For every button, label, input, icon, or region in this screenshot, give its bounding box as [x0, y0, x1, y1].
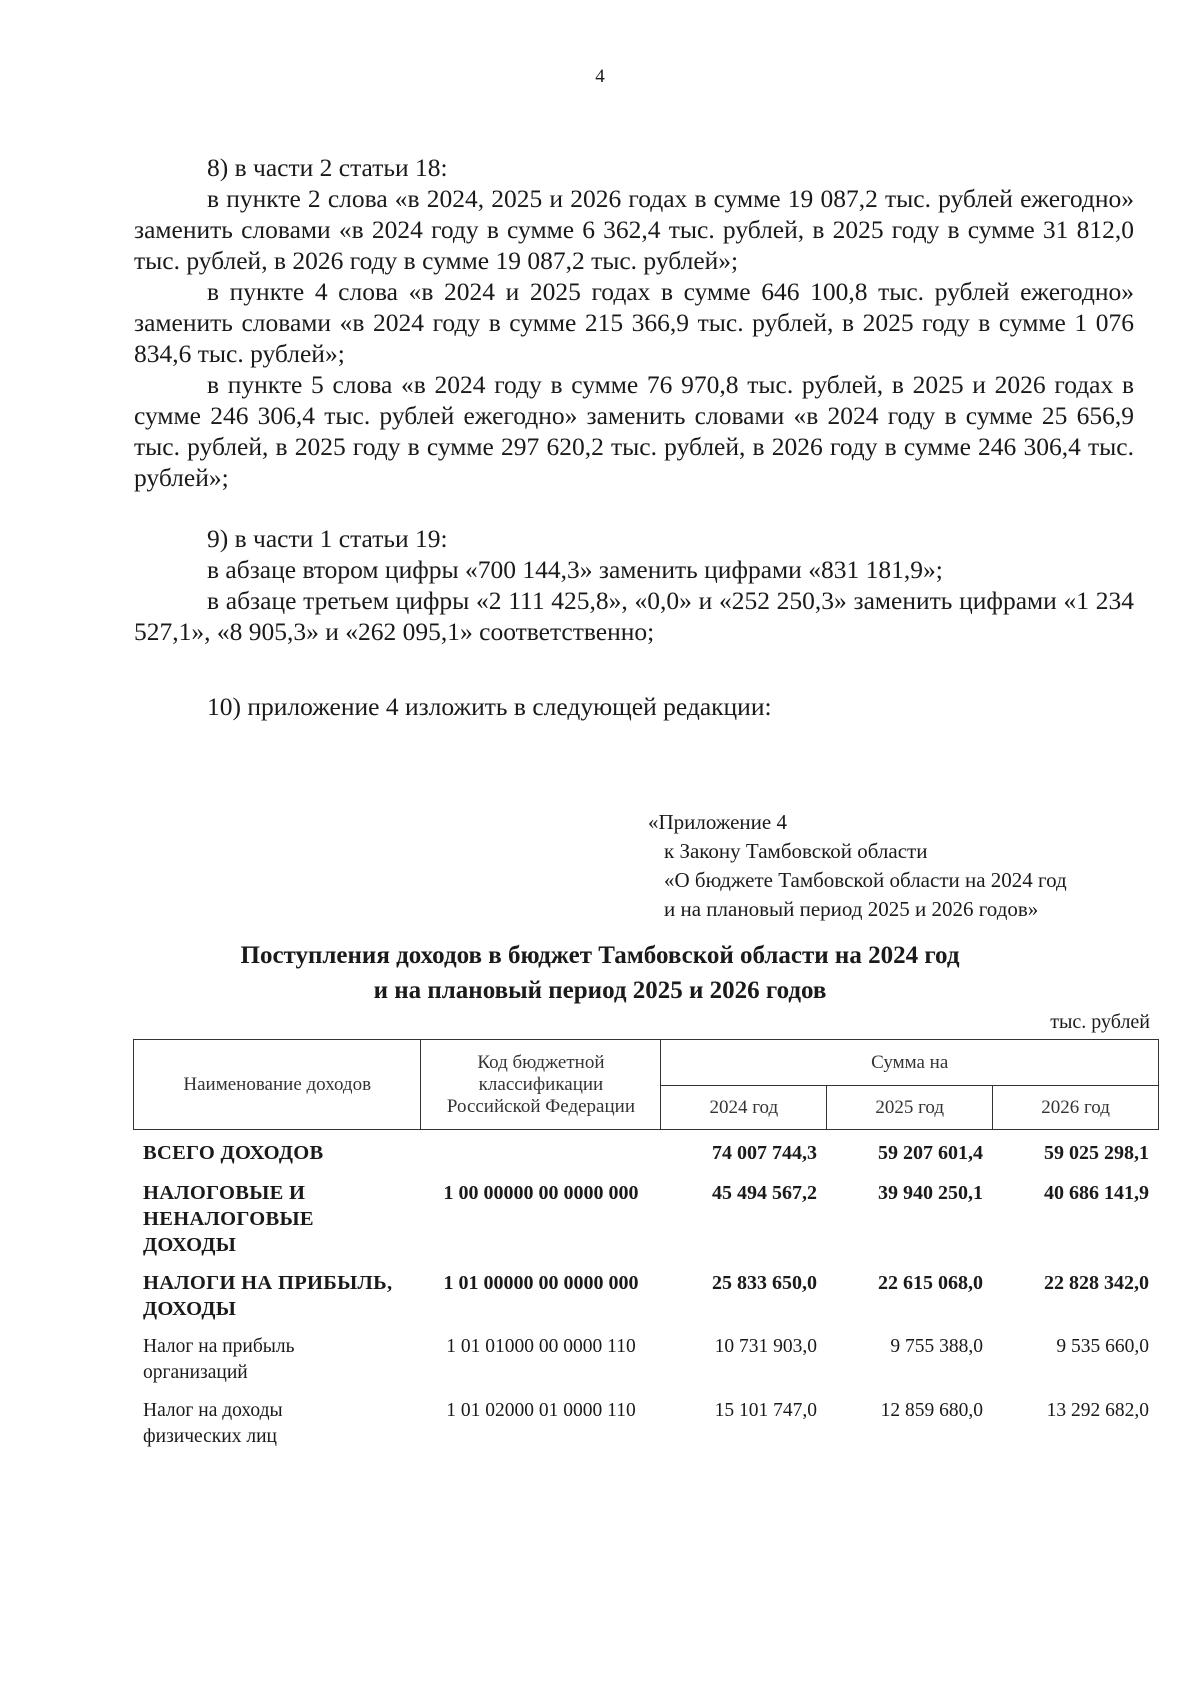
row-name: Налог на прибыль организаций	[143, 1336, 295, 1383]
row-name: Налог на доходы физических лиц	[143, 1400, 283, 1447]
header-year-2025: 2025 год	[827, 1086, 993, 1130]
row-value-2025: 22 615 068,0	[878, 1272, 983, 1294]
row-value-2025: 12 859 680,0	[880, 1400, 983, 1421]
paragraph-abzac-2: в абзаце втором цифры «700 144,3» заменить цифрами «831 181,9»;	[207, 555, 943, 584]
row-value-2026: 40 686 141,9	[1044, 1182, 1149, 1204]
row-name: ВСЕГО ДОХОДОВ	[143, 1142, 324, 1164]
row-name: НАЛОГИ НА ПРИБЫЛЬ, ДОХОДЫ	[143, 1272, 393, 1320]
paragraph-point-2: в пункте 2 слова «в 2024, 2025 и 2026 годах в сумме 19 087,2 тыс. рублей ежегодно» заменить словами «в 2024 году в сумме 6 362,4 тыс. рублей, в 2025 году в сумме 31 812,0 тыс. рублей, в 2026 году в сумме 19 087,2 тыс. рублей»;	[134, 184, 1134, 275]
header-year-2026: 2026 год	[993, 1086, 1159, 1130]
row-value-2025: 39 940 250,1	[878, 1182, 983, 1204]
row-value-2024: 25 833 650,0	[712, 1272, 817, 1294]
appendix-line: и на плановый период 2025 и 2026 годов»	[664, 897, 1039, 921]
table-body	[133, 1140, 1159, 1462]
row-code: 1 00 00000 00 0000 000	[443, 1182, 639, 1204]
table-row	[133, 1398, 1159, 1462]
row-value-2026: 9 535 660,0	[1056, 1336, 1149, 1357]
row-value-2024: 74 007 744,3	[712, 1142, 817, 1164]
row-name: НАЛОГОВЫЕ И НЕНАЛОГОВЫЕ ДОХОДЫ	[143, 1182, 314, 1256]
row-code: 1 01 00000 00 0000 000	[443, 1272, 639, 1294]
header-code-line: классификации	[478, 1073, 604, 1095]
table-row	[133, 1334, 1159, 1398]
row-value-2026: 59 025 298,1	[1044, 1142, 1149, 1164]
header-code-line: Российской Федерации	[446, 1095, 635, 1117]
paragraph-point-5: в пункте 5 слова «в 2024 году в сумме 76 970,8 тыс. рублей, в 2025 и 2026 годах в сумме 246 306,4 тыс. рублей ежегодно» заменить словами «в 2024 году в сумме 25 656,9 тыс. рублей, в 2025 году в сумме 297 620,2 тыс. рублей, в 2026 году в сумме 246 306,4 тыс. рублей»;	[134, 370, 1134, 492]
paragraph-abzac-3: в абзаце третьем цифры «2 111 425,8», «0,0» и «252 250,3» заменить цифрами «1 234 527,1», «8 905,3» и «262 095,1» соответственно;	[134, 586, 1134, 646]
header-code	[421, 1040, 661, 1130]
appendix-line: к Закону Тамбовской области	[664, 839, 928, 863]
row-code: 1 01 02000 01 0000 110	[446, 1400, 636, 1421]
paragraph-item-8: 8) в части 2 статьи 18:	[207, 153, 448, 182]
row-value-2025: 59 207 601,4	[878, 1142, 983, 1164]
header-sum: Сумма на	[661, 1040, 1159, 1086]
appendix-line: «Приложение 4	[648, 810, 787, 834]
amendments-text	[134, 152, 1134, 722]
row-code: 1 01 01000 00 0000 110	[446, 1336, 636, 1357]
paragraph-point-4: в пункте 4 слова «в 2024 и 2025 годах в сумме 646 100,8 тыс. рублей ежегодно» заменить словами «в 2024 году в сумме 215 366,9 тыс. рублей, в 2025 году в сумме 1 076 834,6 тыс. рублей»;	[134, 277, 1134, 368]
units-label: тыс. рублей	[1050, 1011, 1150, 1033]
table-title	[0, 938, 1200, 1008]
row-value-2024: 15 101 747,0	[714, 1400, 817, 1421]
row-value-2026: 13 292 682,0	[1046, 1400, 1149, 1421]
table-header	[133, 1039, 1159, 1130]
paragraph-item-10: 10) приложение 4 изложить в следующей редакции:	[207, 692, 772, 721]
table-row	[133, 1270, 1159, 1334]
row-value-2024: 45 494 567,2	[712, 1182, 817, 1204]
table-title-line: Поступления доходов в бюджет Тамбовской области на 2024 год	[240, 942, 960, 969]
row-value-2024: 10 731 903,0	[714, 1336, 817, 1357]
appendix-line: «О бюджете Тамбовской области на 2024 год	[664, 868, 1067, 892]
table-title-line: и на плановый период 2025 и 2026 годов	[373, 977, 827, 1004]
table-row	[133, 1140, 1159, 1180]
appendix-reference	[648, 808, 1168, 924]
row-value-2026: 22 828 342,0	[1044, 1272, 1149, 1294]
header-year-2024: 2024 год	[661, 1086, 827, 1130]
row-value-2025: 9 755 388,0	[890, 1336, 983, 1357]
header-name: Наименование доходов	[134, 1040, 421, 1130]
header-code-line: Код бюджетной	[477, 1051, 605, 1073]
page-number: 4	[595, 66, 605, 87]
paragraph-item-9: 9) в части 1 статьи 19:	[207, 524, 448, 553]
table-row	[133, 1180, 1159, 1270]
